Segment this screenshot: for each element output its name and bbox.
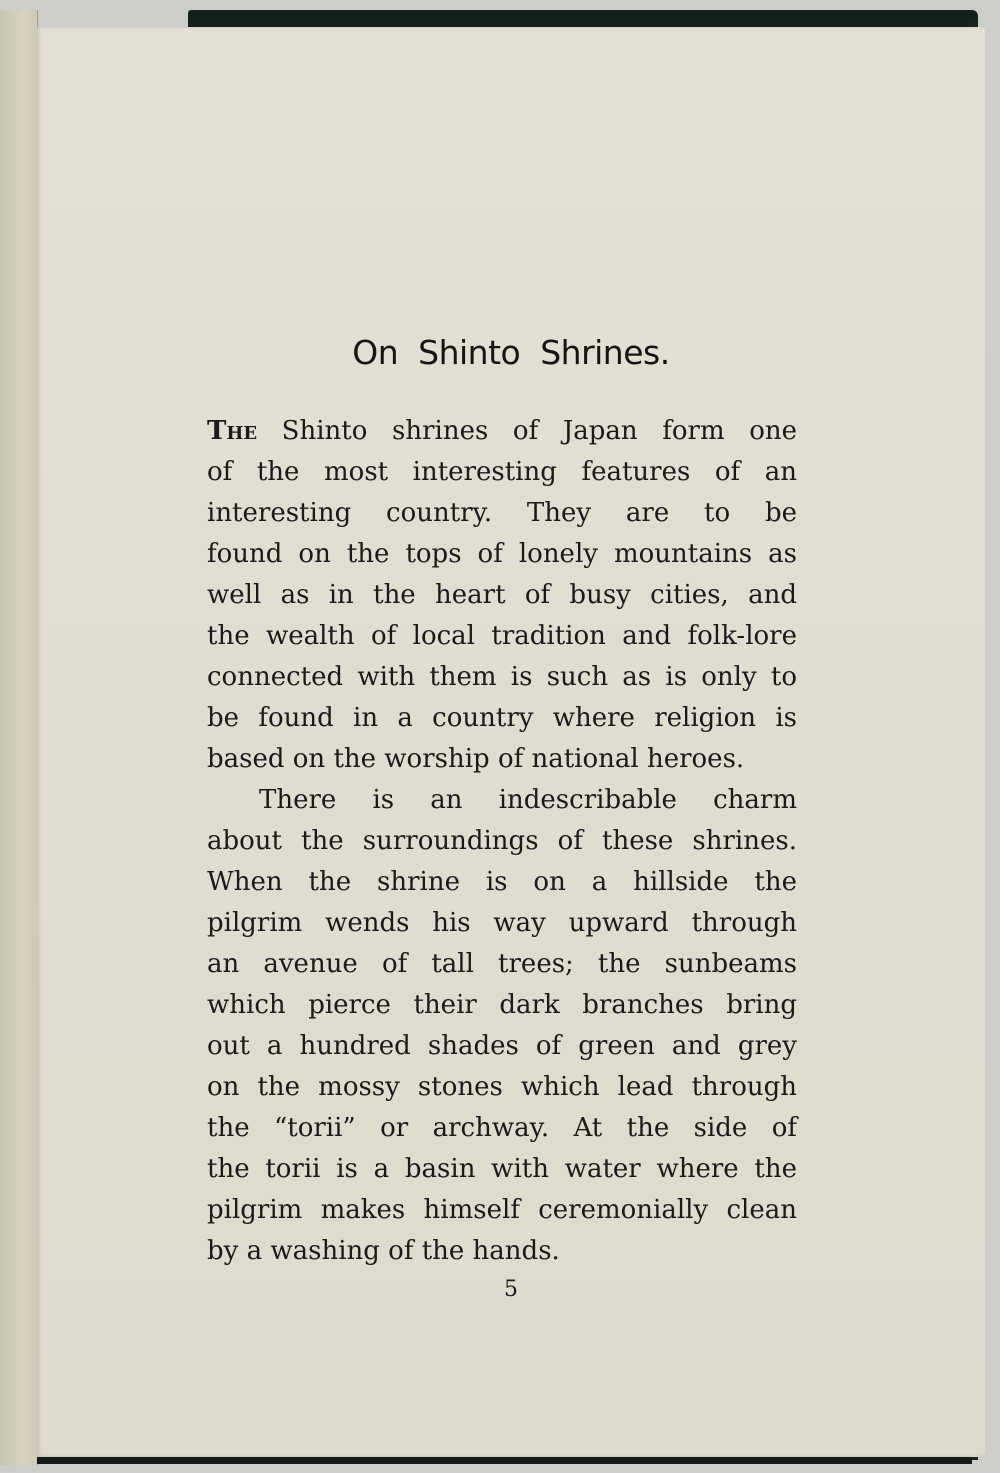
text-line: interesting country. They are to be: [207, 498, 797, 528]
text-line: The Shinto shrines of Japan form one: [207, 416, 797, 446]
paragraph-2: [207, 780, 797, 1272]
text-line: pilgrim makes himself ceremonially clean: [207, 1195, 797, 1225]
text-line: There is an indescribable charm: [259, 785, 797, 815]
text-line: on the mossy stones which lead through: [207, 1072, 797, 1102]
text-line: of the most interesting features of an: [207, 457, 797, 487]
facing-page-edge: [0, 10, 38, 1465]
text-line: found on the tops of lonely mountains as: [207, 539, 797, 569]
text-line: which pierce their dark branches bring: [207, 990, 797, 1020]
body-text: [207, 411, 797, 1272]
text-line: an avenue of tall trees; the sunbeams: [207, 949, 797, 979]
page-number: 5: [504, 1277, 518, 1302]
text-line: connected with them is such as is only to: [207, 662, 797, 692]
text-line: based on the worship of national heroes.: [207, 744, 745, 774]
text-line: about the surroundings of these shrines.: [207, 826, 797, 856]
text-line: the “torii” or archway. At the side of: [207, 1113, 797, 1143]
paragraph-1: [207, 411, 797, 780]
text-line: pilgrim wends his way upward through: [207, 908, 797, 938]
text-line: be found in a country where religion is: [207, 703, 797, 733]
text-line: the wealth of local tradition and folk-lore: [207, 621, 797, 651]
chapter-title: On Shinto Shrines.: [352, 333, 670, 372]
text-line: by a washing of the hands.: [207, 1236, 560, 1266]
text-line: When the shrine is on a hillside the: [207, 867, 797, 897]
text-line: out a hundred shades of green and grey: [207, 1031, 797, 1061]
text-line: the torii is a basin with water where the: [207, 1154, 797, 1184]
drop-lead-word: The: [207, 416, 258, 446]
book-page: [37, 27, 985, 1457]
text-line: well as in the heart of busy cities, and: [207, 580, 797, 610]
